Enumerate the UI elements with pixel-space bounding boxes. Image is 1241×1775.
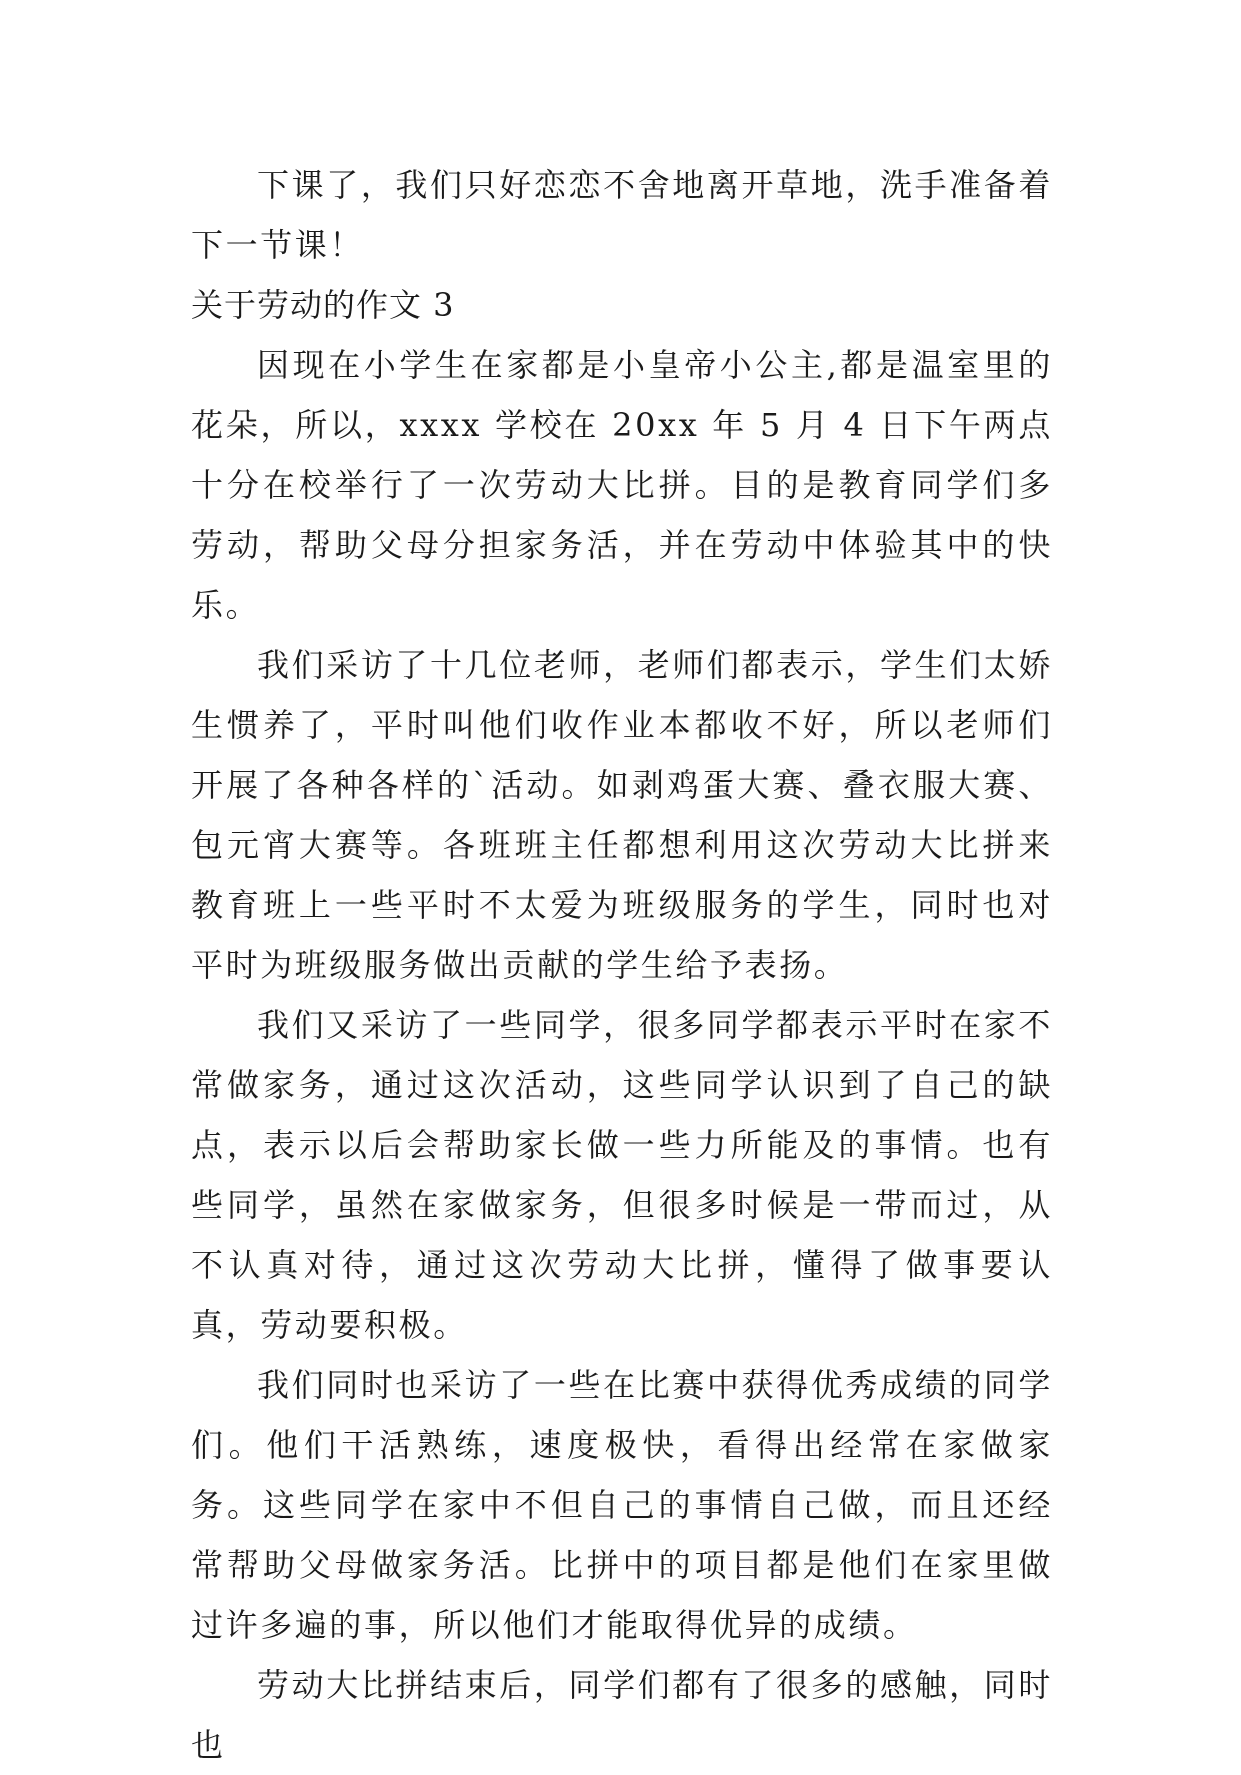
document-body	[191, 155, 1053, 1775]
paragraph-conclusion: 劳动大比拼结束后，同学们都有了很多的感触，同时也	[191, 1666, 1053, 1764]
section-heading: 关于劳动的作文 3	[191, 286, 455, 324]
paragraph-end-of-class: 下课了，我们只好恋恋不舍地离开草地，洗手准备着下一节课！	[191, 166, 1053, 264]
paragraph-students: 我们又采访了一些同学，很多同学都表示平时在家不常做家务，通过这次活动，这些同学认识到了自己的缺点，表示以后会帮助家长做一些力所能及的事情。也有些同学，虽然在家做家务，但很多时候是一带而过，从不认真对待，通过这次劳动大比拼，懂得了做事要认真，劳动要积极。	[191, 1006, 1053, 1344]
paragraph-teachers: 我们采访了十几位老师，老师们都表示，学生们太娇生惯养了，平时叫他们收作业本都收不好，所以老师们开展了各种各样的`活动。如剥鸡蛋大赛、叠衣服大赛、包元宵大赛等。各班班主任都想利用这次劳动大比拼来教育班上一些平时不太爱为班级服务的学生，同时也对平时为班级服务做出贡献的学生给予表扬。	[191, 646, 1053, 984]
paragraph-winners: 我们同时也采访了一些在比赛中获得优秀成绩的同学们。他们干活熟练，速度极快，看得出经常在家做家务。这些同学在家中不但自己的事情自己做，而且还经常帮助父母做家务活。比拼中的项目都是他们在家里做过许多遍的事，所以他们才能取得优异的成绩。	[191, 1366, 1053, 1644]
paragraph-intro: 因现在小学生在家都是小皇帝小公主,都是温室里的花朵，所以，xxxx 学校在 20xx 年 5 月 4 日下午两点十分在校举行了一次劳动大比拼。目的是教育同学们多劳动，帮助父母分担家务活，并在劳动中体验其中的快乐。	[191, 346, 1053, 624]
